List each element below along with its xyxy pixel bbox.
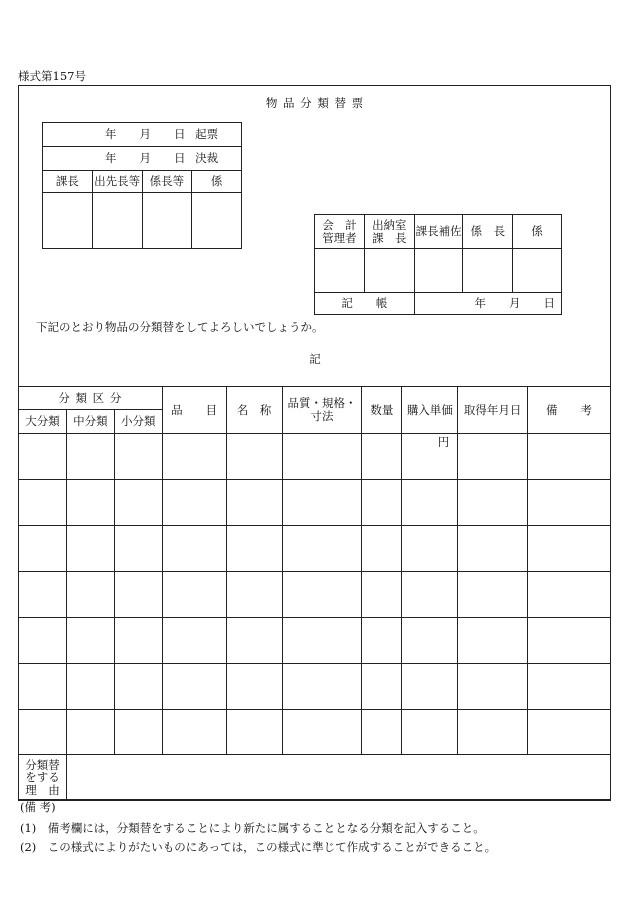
header-unit-price: 購入単価 (402, 387, 458, 434)
table-cell[interactable] (528, 526, 611, 572)
header-item: 品 目 (162, 387, 226, 434)
table-cell[interactable] (162, 480, 226, 526)
table-cell[interactable] (19, 710, 67, 755)
accounting-header-manager: 会 計 管理者 (315, 215, 365, 249)
table-cell[interactable] (162, 526, 226, 572)
seal-cell[interactable] (513, 249, 562, 293)
table-cell[interactable] (19, 480, 67, 526)
table-cell[interactable] (226, 664, 282, 710)
table-row (19, 664, 611, 710)
note-item: (1) 備考欄には，分類替をすることにより新たに属することとなる分類を記入すること。 (20, 821, 485, 835)
header-major-class: 大分類 (19, 410, 67, 434)
accounting-header-assistant-chief: 課長補佐 (414, 215, 463, 249)
header-name: 名 称 (226, 387, 282, 434)
table-cell[interactable] (458, 572, 528, 618)
table-cell[interactable] (114, 664, 162, 710)
form-title: 物 品 分 類 替 票 (265, 96, 365, 110)
table-cell[interactable] (282, 710, 362, 755)
approval-header-subsection-chief: 係長等 (142, 171, 192, 193)
table-cell[interactable] (226, 618, 282, 664)
seal-cell[interactable] (315, 249, 365, 293)
table-row (19, 618, 611, 664)
notes-heading: (備 考) (20, 800, 56, 814)
table-cell[interactable] (282, 572, 362, 618)
seal-cell[interactable] (463, 249, 513, 293)
seal-cell[interactable] (43, 193, 93, 249)
table-cell[interactable] (282, 526, 362, 572)
header-remarks: 備 考 (528, 387, 611, 434)
table-cell[interactable] (458, 618, 528, 664)
seal-cell[interactable] (142, 193, 192, 249)
table-cell[interactable] (114, 618, 162, 664)
table-row (19, 434, 611, 480)
header-quality-spec-size: 品質・規格・ 寸法 (282, 387, 362, 434)
table-cell[interactable] (19, 618, 67, 664)
reason-label: 分類替 をする 理 由 (19, 755, 67, 801)
seal-cell[interactable] (192, 193, 242, 249)
table-cell[interactable] (282, 618, 362, 664)
table-cell[interactable] (162, 710, 226, 755)
approval-header-branch-chief: 出先長等 (92, 171, 142, 193)
approval-header-section-chief: 課長 (43, 171, 93, 193)
ki-label: 記 (309, 352, 321, 366)
table-cell[interactable] (402, 618, 458, 664)
header-quantity: 数量 (362, 387, 402, 434)
accounting-box (314, 214, 562, 315)
table-cell[interactable] (226, 480, 282, 526)
table-cell[interactable] (114, 572, 162, 618)
ledger-label: 記 帳 (315, 293, 415, 315)
header-minor-class: 小分類 (114, 410, 162, 434)
table-cell[interactable] (282, 434, 362, 480)
header-middle-class: 中分類 (66, 410, 114, 434)
table-cell[interactable] (362, 664, 402, 710)
table-cell[interactable] (66, 664, 114, 710)
table-cell[interactable] (362, 618, 402, 664)
table-cell[interactable] (458, 710, 528, 755)
header-acquisition-date: 取得年月日 (458, 387, 528, 434)
table-cell[interactable] (282, 664, 362, 710)
table-row (19, 480, 611, 526)
table-cell[interactable] (402, 480, 458, 526)
draft-label: 起票 (195, 127, 219, 141)
decision-date-row[interactable] (43, 147, 242, 171)
table-cell[interactable] (362, 480, 402, 526)
table-cell[interactable] (226, 710, 282, 755)
decision-date: 年 月 日 (105, 151, 186, 165)
table-cell[interactable] (402, 664, 458, 710)
table-cell[interactable] (282, 480, 362, 526)
table-cell[interactable] (66, 618, 114, 664)
draft-date: 年 月 日 (105, 127, 186, 141)
table-cell[interactable] (458, 526, 528, 572)
table-cell[interactable] (402, 526, 458, 572)
table-cell[interactable] (162, 664, 226, 710)
ledger-date[interactable]: 年 月 日 (414, 293, 561, 315)
table-cell[interactable] (114, 526, 162, 572)
table-cell[interactable] (114, 434, 162, 480)
table-cell[interactable] (162, 618, 226, 664)
table-cell[interactable] (362, 572, 402, 618)
table-cell[interactable] (162, 572, 226, 618)
table-row (19, 526, 611, 572)
seal-cell[interactable] (414, 249, 463, 293)
approval-box (42, 122, 242, 249)
seal-cell[interactable] (92, 193, 142, 249)
table-cell[interactable] (66, 572, 114, 618)
table-cell[interactable] (528, 710, 611, 755)
table-cell[interactable] (114, 480, 162, 526)
table-cell[interactable] (528, 480, 611, 526)
table-cell[interactable] (528, 618, 611, 664)
form-number: 様式第157号 (18, 69, 86, 83)
table-cell[interactable] (402, 572, 458, 618)
note-item: (2) この様式によりがたいものにあっては，この様式に準じて作成することができること。 (20, 840, 497, 854)
request-text: 下記のとおり物品の分類替をしてよろしいでしょうか。 (36, 320, 324, 334)
table-cell[interactable] (458, 480, 528, 526)
table-cell[interactable] (402, 434, 458, 480)
accounting-header-cashier-chief: 出納室 課 長 (364, 215, 414, 249)
table-cell[interactable] (226, 572, 282, 618)
table-cell[interactable] (528, 434, 611, 480)
table-cell[interactable] (226, 434, 282, 480)
table-cell[interactable] (528, 664, 611, 710)
table-cell[interactable] (19, 526, 67, 572)
table-cell[interactable] (19, 572, 67, 618)
classification-group-header: 分 類 区 分 (19, 387, 163, 410)
yen-unit-label: 円 (437, 435, 450, 449)
table-cell[interactable] (66, 434, 114, 480)
reason-cell[interactable] (66, 755, 610, 801)
accounting-header-staff: 係 (513, 215, 562, 249)
table-cell[interactable] (362, 710, 402, 755)
table-cell[interactable] (19, 664, 67, 710)
table-cell[interactable] (226, 526, 282, 572)
table-cell[interactable] (162, 434, 226, 480)
table-cell[interactable] (458, 434, 528, 480)
table-cell[interactable] (19, 434, 67, 480)
table-cell[interactable] (66, 526, 114, 572)
table-cell[interactable] (458, 664, 528, 710)
table-cell[interactable] (362, 434, 402, 480)
table-cell[interactable] (362, 526, 402, 572)
table-cell[interactable] (114, 710, 162, 755)
table-row (19, 710, 611, 755)
approval-header-staff: 係 (192, 171, 242, 193)
accounting-header-subsection-chief: 係 長 (463, 215, 513, 249)
table-cell[interactable] (528, 572, 611, 618)
draft-date-row[interactable] (43, 123, 242, 147)
seal-cell[interactable] (364, 249, 414, 293)
items-table (18, 386, 611, 801)
table-cell[interactable] (66, 710, 114, 755)
decision-label: 決裁 (195, 151, 219, 165)
table-cell[interactable] (402, 710, 458, 755)
table-row (19, 572, 611, 618)
table-cell[interactable] (66, 480, 114, 526)
